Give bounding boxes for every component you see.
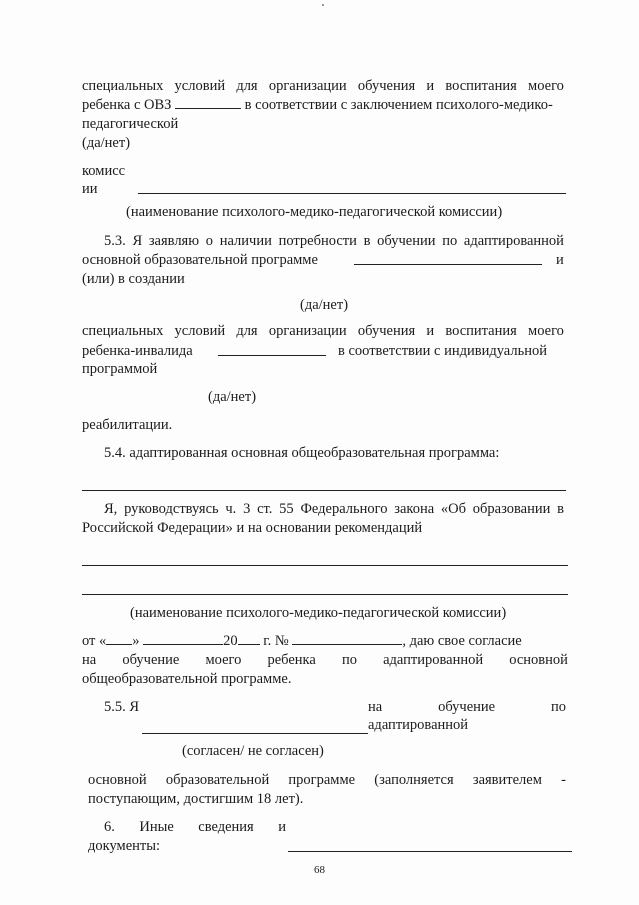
recommendation-line-2[interactable] <box>82 594 568 595</box>
s1-line2: ребенка с ОВЗ в соответствии с заключением психолого-медико- <box>82 97 553 113</box>
agree-blank[interactable] <box>142 733 368 734</box>
s54-text: 5.4. адаптированная основная общеобразовательная программа: <box>104 445 500 461</box>
consent-line4: на обучение моего ребенка по адаптированной основной <box>82 652 568 668</box>
date-line: от « » 20 г. № , даю свое согласие <box>82 633 522 649</box>
s53-line6: программой <box>82 361 158 377</box>
page-number: 68 <box>314 864 325 876</box>
documents-blank[interactable] <box>288 851 572 852</box>
disabled-blank[interactable] <box>218 355 326 356</box>
s1-line1: специальных условий для организации обучения и воспитания моего <box>82 78 564 94</box>
s1-commission-b: ии <box>82 181 98 197</box>
day-blank[interactable] <box>106 632 132 645</box>
s53-yes-no-2: (да/нет) <box>208 389 257 405</box>
consent-line2: Российской Федерации» и на основании рекомендаций <box>82 520 423 536</box>
month-blank[interactable] <box>143 632 223 645</box>
s53-line1: 5.3. Я заявляю о наличии потребности в обучении по адаптированной <box>104 233 564 249</box>
s6-line1: 6. Иные сведения и <box>104 819 286 835</box>
number-blank[interactable] <box>292 632 402 645</box>
recommendation-line-1[interactable] <box>82 565 568 566</box>
s55-line4: поступающим, достигшим 18 лет). <box>88 791 304 807</box>
s53-line2b: и <box>556 252 564 268</box>
ovz-blank[interactable] <box>175 96 241 109</box>
s55-right-line1: на обучение по <box>368 699 566 715</box>
s55-choice: (согласен/ не согласен) <box>182 743 324 759</box>
s6-line2: документы: <box>88 838 161 854</box>
commission-caption-2: (наименование психолого-медико-педагогической комиссии) <box>130 605 507 621</box>
commission-caption-1: (наименование психолого-медико-педагогической комиссии) <box>126 204 503 220</box>
commission-line-1[interactable] <box>138 193 566 194</box>
program-line[interactable] <box>82 490 566 491</box>
s53-line2a: основной образовательной программе <box>82 252 318 268</box>
s53-line7: реабилитации. <box>82 417 173 433</box>
s53-line4: специальных условий для организации обучения и воспитания моего <box>82 323 564 339</box>
s1-commission-a: комисс <box>82 163 126 179</box>
consent-line5: общеобразовательной программе. <box>82 671 292 687</box>
year-blank[interactable] <box>238 632 260 645</box>
s53-line3: (или) в создании <box>82 271 185 287</box>
s53-line5b: в соответствии с индивидуальной <box>338 343 547 359</box>
s55-right-line2: адаптированной <box>368 717 469 733</box>
s1-line3: педагогической <box>82 116 179 132</box>
s55-label: 5.5. Я <box>104 699 140 715</box>
program-blank[interactable] <box>354 264 542 265</box>
s53-yes-no-1: (да/нет) <box>300 297 349 313</box>
s1-yes-no: (да/нет) <box>82 135 131 151</box>
consent-line1: Я, руководствуясь ч. 3 ст. 55 Федерального закона «Об образовании в <box>104 501 564 517</box>
s53-line5a: ребенка-инвалида <box>82 343 193 359</box>
s55-line3: основной образовательной программе (заполняется заявителем - <box>88 772 566 788</box>
scan-speck <box>322 4 324 6</box>
